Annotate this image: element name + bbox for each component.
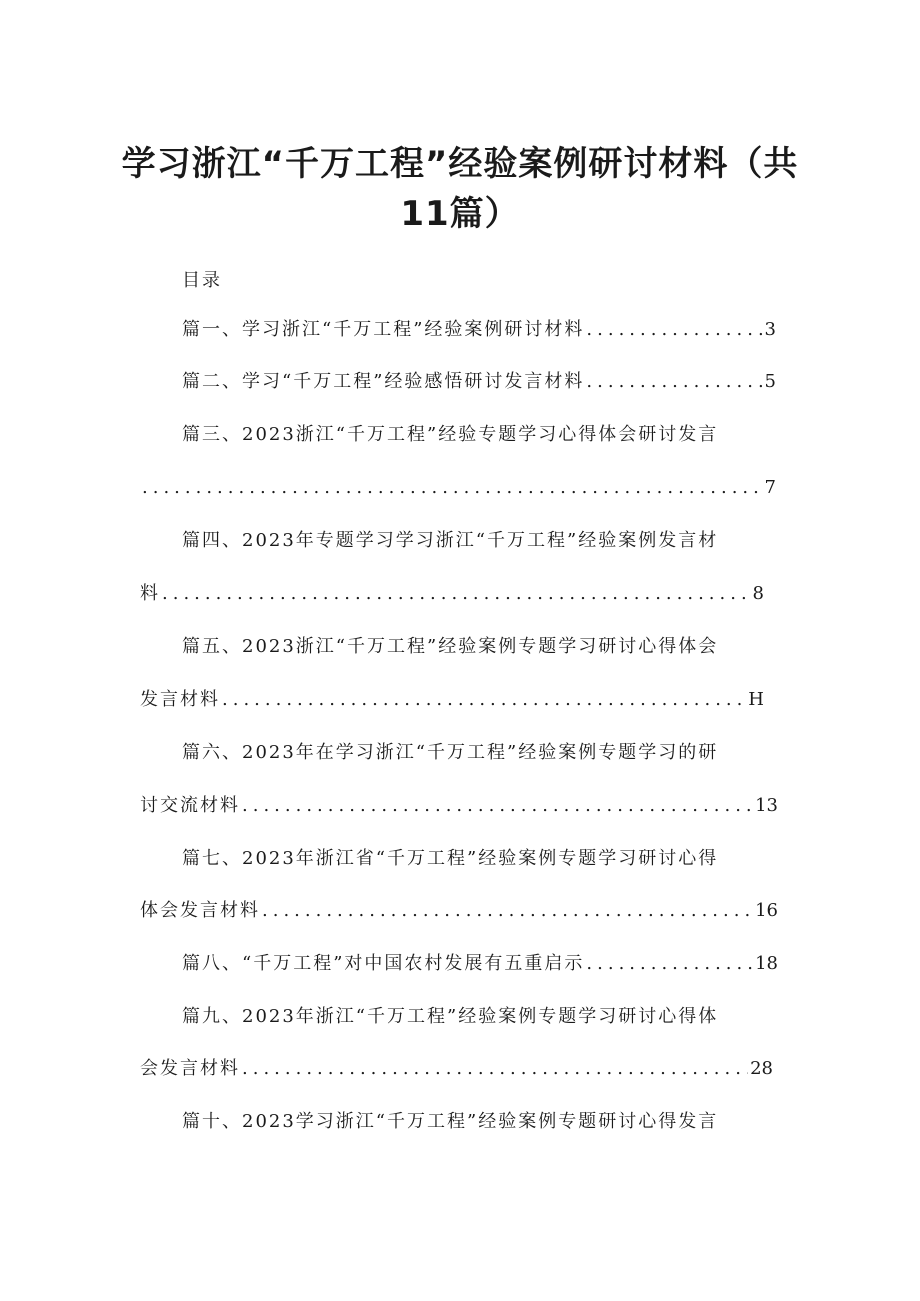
toc-page-number: 7 — [764, 477, 776, 498]
toc-page-number: 13 — [755, 795, 778, 816]
toc-entry-title: 篇四、2023年专题学习学习浙江“千万工程”经验案例发言材 — [182, 530, 719, 551]
toc-entry-7-cont[interactable] — [140, 898, 778, 924]
toc-entry-title-cont: 讨交流材料 — [140, 795, 240, 816]
toc-entry-title: 篇二、学习“千万工程”经验感悟研讨发言材料 — [182, 371, 585, 392]
toc-leader-dots — [586, 951, 753, 977]
toc-leader-dots — [142, 475, 763, 501]
toc-entry-9[interactable] — [182, 1004, 718, 1030]
toc-entry-title: 篇一、学习浙江“千万工程”经验案例研讨材料 — [182, 319, 585, 340]
toc-page-number: 3 — [764, 319, 776, 340]
toc-entry-9-cont[interactable] — [140, 1056, 773, 1082]
toc-page-number: 16 — [755, 900, 778, 921]
toc-entry-title: 篇七、2023年浙江省“千万工程”经验案例专题学习研讨心得 — [182, 848, 719, 869]
toc-leader-dots — [242, 1056, 748, 1082]
toc-entry-5[interactable] — [182, 634, 718, 660]
toc-entry-2[interactable] — [182, 369, 776, 395]
toc-leader-dots — [586, 369, 762, 395]
toc-entry-6[interactable] — [182, 740, 718, 766]
toc-leader-dots — [162, 581, 751, 607]
toc-entry-6-cont[interactable] — [140, 793, 778, 819]
toc-entry-title: 篇八、“千万工程”对中国农村发展有五重启示 — [182, 953, 585, 974]
toc-page-number: 5 — [764, 371, 776, 392]
toc-entry-4[interactable] — [182, 528, 718, 554]
document-title-continued: 11篇） — [400, 194, 520, 234]
toc-entry-title: 篇六、2023年在学习浙江“千万工程”经验案例专题学习的研 — [182, 742, 719, 763]
document-title: 学习浙江“千万工程”经验案例研讨材料（共 — [121, 144, 799, 184]
toc-entry-title: 篇五、2023浙江“千万工程”经验案例专题学习研讨心得体会 — [182, 636, 719, 657]
toc-entry-title-cont: 发言材料 — [140, 689, 220, 710]
toc-leader-dots — [242, 793, 753, 819]
toc-entry-title-cont: 体会发言材料 — [140, 900, 260, 921]
toc-entry-title-cont: 会发言材料 — [140, 1058, 240, 1079]
toc-leader-dots — [586, 317, 762, 343]
toc-entry-title: 篇三、2023浙江“千万工程”经验专题学习心得体会研讨发言 — [182, 424, 719, 445]
toc-entry-5-cont[interactable] — [140, 687, 764, 713]
toc-entry-3[interactable] — [182, 422, 718, 448]
toc-entry-title-cont: 料 — [140, 583, 160, 604]
toc-entry-title: 篇九、2023年浙江“千万工程”经验案例专题学习研讨心得体 — [182, 1006, 719, 1027]
toc-page-number: 8 — [752, 583, 764, 604]
toc-entry-8[interactable] — [182, 951, 778, 977]
toc-leader-dots — [262, 898, 753, 924]
toc-entry-3-cont[interactable] — [140, 475, 776, 501]
toc-entry-title: 篇十、2023学习浙江“千万工程”经验案例专题研讨心得发言 — [182, 1111, 719, 1132]
toc-page-number: H — [748, 689, 764, 710]
toc-leader-dots — [222, 687, 746, 713]
toc-heading: 目录 — [182, 270, 222, 291]
toc-entry-7[interactable] — [182, 846, 718, 872]
toc-page-number: 28 — [750, 1058, 773, 1079]
toc-entry-10[interactable] — [182, 1109, 718, 1135]
toc-entry-4-cont[interactable] — [140, 581, 764, 607]
toc-entry-1[interactable] — [182, 317, 776, 343]
toc-page-number: 18 — [755, 953, 778, 974]
